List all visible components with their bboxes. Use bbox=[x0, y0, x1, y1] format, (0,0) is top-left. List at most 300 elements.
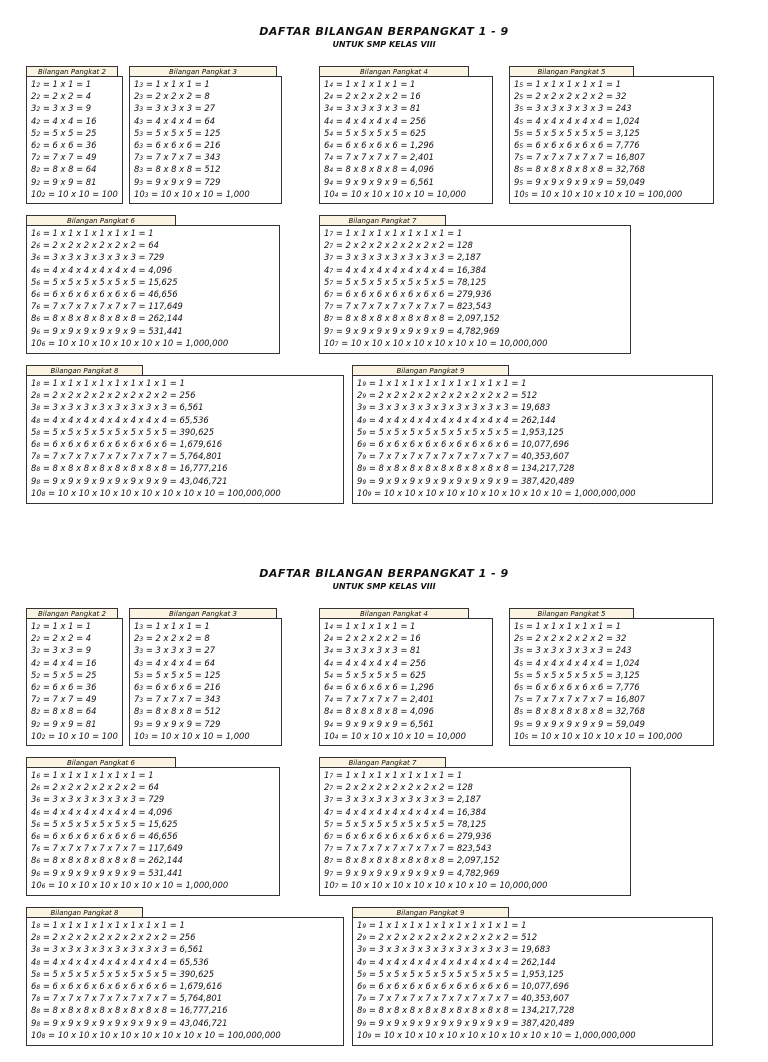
table-row bbox=[31, 176, 122, 188]
table-header-label: Bilangan Pangkat 7 bbox=[319, 757, 446, 767]
expansion-and-result: = 1 x 1 x 1 x 1 x 1 = 1 bbox=[525, 79, 621, 89]
exponent: 3 bbox=[139, 179, 144, 187]
exponent: 3 bbox=[139, 142, 144, 150]
power-notation bbox=[31, 992, 40, 1004]
exponent: 8 bbox=[36, 935, 41, 943]
base-number: 6 bbox=[31, 681, 37, 692]
table-row bbox=[31, 854, 279, 866]
table-row bbox=[514, 176, 713, 188]
base-number: 10 bbox=[324, 337, 335, 348]
exponent: 5 bbox=[519, 721, 524, 729]
exponent: 6 bbox=[36, 833, 41, 841]
exponent: 9 bbox=[362, 405, 367, 413]
table-body bbox=[319, 76, 493, 204]
power-notation bbox=[357, 968, 366, 980]
power-notation bbox=[324, 312, 333, 324]
exponent: 6 bbox=[36, 773, 41, 780]
exponent: 5 bbox=[519, 660, 524, 668]
power-notation bbox=[31, 475, 40, 487]
table-row bbox=[134, 188, 281, 200]
exponent: 5 bbox=[519, 118, 524, 126]
exponent: 6 bbox=[36, 328, 41, 336]
base-number: 1 bbox=[31, 920, 37, 930]
table-row bbox=[31, 919, 343, 931]
table-row bbox=[31, 657, 122, 669]
table-row bbox=[134, 705, 281, 717]
base-number: 2 bbox=[324, 91, 330, 102]
expansion-and-result: = 4 x 4 x 4 x 4 x 4 x 4 = 4,096 bbox=[42, 264, 173, 275]
expansion-and-result: = 10 x 10 x 10 x 10 = 10,000 bbox=[341, 730, 466, 741]
exponent: 3 bbox=[139, 624, 144, 631]
table-row bbox=[324, 288, 630, 300]
expansion-and-result: = 4 x 4 x 4 x 4 x 4 = 1,024 bbox=[525, 657, 640, 668]
expansion-and-result: = 4 x 4 x 4 x 4 x 4 x 4 x 4 x 4 x 4 = 262,144 bbox=[368, 414, 556, 425]
expansion-and-result: = 5 x 5 x 5 x 5 x 5 = 3,125 bbox=[525, 127, 640, 138]
base-number: 3 bbox=[324, 645, 330, 656]
base-number: 5 bbox=[514, 669, 520, 680]
expansion-and-result: = 3 x 3 x 3 = 27 bbox=[145, 645, 216, 656]
expansion-and-result: = 4 x 4 = 16 bbox=[42, 657, 97, 668]
table-row bbox=[324, 669, 492, 681]
exponent: 6 bbox=[36, 316, 41, 324]
expansion-and-result: = 4 x 4 x 4 x 4 x 4 x 4 x 4 x 4 = 65,536 bbox=[42, 414, 209, 425]
expansion-and-result: = 5 x 5 x 5 x 5 x 5 x 5 x 5 x 5 = 390,625 bbox=[42, 426, 215, 437]
power-notation bbox=[514, 188, 529, 200]
base-number: 6 bbox=[31, 830, 37, 841]
table-row bbox=[31, 414, 343, 426]
exponent: 7 bbox=[329, 858, 334, 866]
power-notation bbox=[514, 163, 523, 175]
exponent: 8 bbox=[36, 454, 41, 462]
base-number: 6 bbox=[357, 438, 363, 449]
table-row bbox=[357, 919, 712, 931]
table-row bbox=[324, 127, 492, 139]
base-number: 10 bbox=[31, 487, 42, 498]
power-notation bbox=[31, 830, 40, 842]
table-row bbox=[31, 227, 279, 239]
power-notation bbox=[324, 781, 333, 793]
expansion-and-result: = 7 x 7 x 7 x 7 x 7 x 7 = 117,649 bbox=[42, 301, 183, 312]
expansion-and-result: = 4 x 4 x 4 x 4 x 4 x 4 x 4 = 16,384 bbox=[335, 264, 487, 275]
exponent: 3 bbox=[139, 660, 144, 668]
table-row bbox=[324, 730, 492, 742]
exponent: 8 bbox=[36, 923, 41, 930]
base-number: 10 bbox=[357, 1029, 368, 1040]
base-number: 4 bbox=[357, 956, 363, 967]
expansion-and-result: = 6 x 6 x 6 x 6 x 6 x 6 = 46,656 bbox=[42, 288, 178, 299]
expansion-and-result: = 2 x 2 x 2 x 2 x 2 x 2 x 2 = 128 bbox=[335, 240, 473, 251]
exponent: 4 bbox=[329, 155, 334, 163]
table-row bbox=[31, 669, 122, 681]
table-row bbox=[514, 102, 713, 114]
power-notation bbox=[324, 669, 333, 681]
table-row bbox=[31, 931, 343, 943]
expansion-and-result: = 6 x 6 x 6 x 6 x 6 x 6 x 6 x 6 = 1,679,616 bbox=[42, 980, 223, 991]
power-notation bbox=[31, 462, 40, 474]
exponent: 2 bbox=[36, 624, 41, 631]
expansion-and-result: = 7 x 7 x 7 x 7 x 7 x 7 x 7 = 823,543 bbox=[335, 843, 492, 854]
expansion-and-result: = 6 x 6 x 6 x 6 x 6 x 6 x 6 x 6 x 6 = 10,077,696 bbox=[368, 438, 570, 449]
exponent: 4 bbox=[329, 697, 334, 705]
expansion-and-result: = 6 x 6 x 6 = 216 bbox=[145, 139, 221, 150]
expansion-and-result: = 7 x 7 x 7 x 7 x 7 = 16,807 bbox=[525, 152, 645, 163]
exponent: 9 bbox=[367, 1032, 372, 1040]
base-number: 4 bbox=[134, 115, 140, 126]
base-number: 1 bbox=[134, 79, 140, 89]
expansion-and-result: = 2 x 2 = 4 bbox=[42, 633, 92, 644]
exponent: 8 bbox=[36, 947, 41, 955]
exponent: 2 bbox=[36, 697, 41, 705]
power-notation bbox=[134, 644, 143, 656]
expansion-and-result: = 7 x 7 x 7 x 7 x 7 x 7 x 7 = 823,543 bbox=[335, 301, 492, 312]
expansion-and-result: = 3 x 3 x 3 x 3 x 3 x 3 x 3 x 3 = 6,561 bbox=[42, 402, 204, 413]
exponent: 5 bbox=[524, 733, 529, 741]
expansion-and-result: = 1 x 1 x 1 = 1 bbox=[145, 621, 210, 631]
exponent: 4 bbox=[329, 94, 334, 102]
table-pangkat-3 bbox=[129, 66, 282, 204]
expansion-and-result: = 2 x 2 x 2 x 2 x 2 x 2 x 2 = 128 bbox=[335, 782, 473, 793]
exponent: 8 bbox=[36, 996, 41, 1004]
table-row bbox=[31, 943, 343, 955]
exponent: 7 bbox=[329, 316, 334, 324]
exponent: 3 bbox=[139, 155, 144, 163]
table-pangkat-6 bbox=[26, 757, 280, 896]
expansion-and-result: = 3 x 3 x 3 x 3 x 3 x 3 x 3 = 2,187 bbox=[335, 252, 481, 263]
expansion-and-result: = 1 x 1 x 1 x 1 x 1 x 1 = 1 bbox=[42, 228, 154, 238]
base-number: 7 bbox=[134, 152, 140, 163]
base-number: 3 bbox=[31, 645, 37, 656]
base-number: 6 bbox=[514, 139, 520, 150]
power-notation bbox=[31, 681, 40, 693]
base-number: 1 bbox=[31, 79, 37, 89]
table-row bbox=[134, 102, 281, 114]
table-row bbox=[514, 693, 713, 705]
exponent: 8 bbox=[36, 441, 41, 449]
exponent: 4 bbox=[334, 191, 339, 199]
table-row bbox=[324, 867, 630, 879]
power-notation bbox=[324, 842, 333, 854]
power-notation bbox=[514, 90, 523, 102]
exponent: 9 bbox=[362, 996, 367, 1004]
expansion-and-result: = 3 x 3 x 3 x 3 x 3 x 3 x 3 x 3 x 3 = 19,683 bbox=[368, 944, 551, 955]
exponent: 6 bbox=[36, 267, 41, 275]
exponent: 5 bbox=[519, 142, 524, 150]
exponent: 5 bbox=[519, 709, 524, 717]
exponent: 6 bbox=[36, 809, 41, 817]
expansion-and-result: = 5 x 5 = 25 bbox=[42, 127, 97, 138]
power-notation bbox=[31, 300, 40, 312]
power-notation bbox=[134, 102, 143, 114]
exponent: 4 bbox=[329, 709, 334, 717]
base-number: 6 bbox=[31, 980, 37, 991]
base-number: 4 bbox=[31, 115, 37, 126]
table-body bbox=[129, 76, 282, 204]
base-number: 1 bbox=[324, 228, 330, 238]
expansion-and-result: = 2 x 2 x 2 x 2 x 2 = 32 bbox=[525, 633, 627, 644]
expansion-and-result: = 8 x 8 x 8 x 8 x 8 x 8 x 8 x 8 x 8 = 134,217,728 bbox=[368, 1005, 575, 1016]
base-number: 4 bbox=[357, 414, 363, 425]
base-number: 3 bbox=[357, 402, 363, 413]
exponent: 7 bbox=[329, 785, 334, 793]
table-row bbox=[134, 620, 281, 632]
expansion-and-result: = 8 x 8 = 64 bbox=[42, 706, 97, 717]
expansion-and-result: = 1 x 1 = 1 bbox=[42, 79, 92, 89]
table-row bbox=[514, 163, 713, 175]
expansion-and-result: = 5 x 5 x 5 x 5 x 5 x 5 x 5 x 5 x 5 = 1,953,125 bbox=[368, 426, 564, 437]
power-notation bbox=[514, 657, 523, 669]
table-row bbox=[31, 487, 343, 499]
expansion-and-result: = 1 x 1 x 1 x 1 x 1 x 1 x 1 x 1 x 1 = 1 bbox=[368, 920, 527, 930]
base-number: 7 bbox=[324, 694, 330, 705]
base-number: 9 bbox=[324, 867, 330, 878]
table-row bbox=[324, 264, 630, 276]
power-notation bbox=[514, 78, 523, 90]
expansion-and-result: = 8 x 8 x 8 x 8 x 8 = 32,768 bbox=[525, 164, 645, 175]
expansion-and-result: = 6 x 6 x 6 x 6 = 1,296 bbox=[335, 139, 434, 150]
base-number: 9 bbox=[357, 1017, 363, 1028]
expansion-and-result: = 2 x 2 x 2 = 8 bbox=[145, 91, 210, 102]
expansion-and-result: = 6 x 6 x 6 x 6 x 6 x 6 x 6 x 6 x 6 = 10,077,696 bbox=[368, 980, 570, 991]
base-number: 8 bbox=[324, 855, 330, 866]
exponent: 2 bbox=[36, 684, 41, 692]
power-notation bbox=[31, 931, 40, 943]
table-row bbox=[514, 188, 713, 200]
expansion-and-result: = 3 x 3 x 3 x 3 x 3 x 3 x 3 x 3 = 6,561 bbox=[42, 944, 204, 955]
table-row bbox=[357, 1029, 712, 1041]
base-number: 8 bbox=[31, 706, 37, 717]
power-notation bbox=[31, 854, 40, 866]
table-body bbox=[319, 225, 631, 354]
table-row bbox=[31, 718, 122, 730]
exponent: 2 bbox=[36, 142, 41, 150]
expansion-and-result: = 5 x 5 x 5 x 5 x 5 x 5 x 5 = 78,125 bbox=[335, 818, 487, 829]
power-notation bbox=[324, 78, 333, 90]
power-notation bbox=[357, 992, 366, 1004]
expansion-and-result: = 7 x 7 x 7 x 7 x 7 = 16,807 bbox=[525, 694, 645, 705]
base-number: 3 bbox=[514, 645, 520, 656]
expansion-and-result: = 7 x 7 x 7 x 7 x 7 x 7 x 7 x 7 = 5,764,801 bbox=[42, 451, 223, 462]
worksheet-page-copy bbox=[0, 542, 768, 1062]
table-row bbox=[134, 632, 281, 644]
table-row bbox=[514, 730, 713, 742]
table-row bbox=[324, 657, 492, 669]
expansion-and-result: = 6 x 6 = 36 bbox=[42, 139, 97, 150]
base-number: 10 bbox=[324, 879, 335, 890]
expansion-and-result: = 7 x 7 x 7 x 7 x 7 x 7 = 117,649 bbox=[42, 843, 183, 854]
table-row bbox=[514, 115, 713, 127]
exponent: 9 bbox=[362, 923, 367, 930]
base-number: 9 bbox=[514, 176, 520, 187]
table-row bbox=[324, 830, 630, 842]
power-notation bbox=[357, 1004, 366, 1016]
base-number: 10 bbox=[31, 879, 42, 890]
table-row bbox=[134, 163, 281, 175]
table-pangkat-6 bbox=[26, 215, 280, 354]
base-number: 3 bbox=[324, 252, 330, 263]
base-number: 8 bbox=[31, 1005, 37, 1016]
expansion-and-result: = 10 x 10 x 10 x 10 x 10 x 10 = 1,000,000 bbox=[48, 337, 229, 348]
power-notation bbox=[514, 115, 523, 127]
exponent: 7 bbox=[329, 328, 334, 336]
expansion-and-result: = 7 x 7 x 7 x 7 x 7 x 7 x 7 x 7 = 5,764,801 bbox=[42, 993, 223, 1004]
expansion-and-result: = 3 x 3 x 3 x 3 x 3 x 3 = 729 bbox=[42, 794, 165, 805]
base-number: 3 bbox=[31, 944, 37, 955]
power-notation bbox=[514, 669, 523, 681]
exponent: 5 bbox=[519, 179, 524, 187]
table-row bbox=[31, 188, 122, 200]
expansion-and-result: = 1 x 1 x 1 x 1 x 1 x 1 x 1 x 1 = 1 bbox=[42, 920, 185, 930]
exponent: 2 bbox=[41, 191, 46, 199]
base-number: 10 bbox=[357, 487, 368, 498]
table-pangkat-5 bbox=[509, 66, 714, 204]
expansion-and-result: = 7 x 7 x 7 x 7 = 2,401 bbox=[335, 694, 434, 705]
expansion-and-result: = 4 x 4 x 4 x 4 x 4 x 4 x 4 x 4 = 65,536 bbox=[42, 956, 209, 967]
base-number: 4 bbox=[134, 657, 140, 668]
table-row bbox=[31, 1017, 343, 1029]
power-notation bbox=[31, 781, 40, 793]
table-row bbox=[324, 644, 492, 656]
base-number: 9 bbox=[324, 176, 330, 187]
table-row bbox=[324, 854, 630, 866]
table-row bbox=[31, 730, 122, 742]
base-number: 2 bbox=[31, 782, 37, 793]
power-notation bbox=[31, 176, 40, 188]
power-notation bbox=[31, 414, 40, 426]
base-number: 7 bbox=[31, 993, 37, 1004]
expansion-and-result: = 9 x 9 x 9 x 9 x 9 x 9 x 9 x 9 = 43,046,721 bbox=[42, 1017, 228, 1028]
power-notation bbox=[324, 325, 333, 337]
table-row bbox=[31, 830, 279, 842]
table-row bbox=[324, 693, 492, 705]
table-row bbox=[324, 337, 630, 349]
power-notation bbox=[324, 632, 333, 644]
power-notation bbox=[31, 968, 40, 980]
base-number: 4 bbox=[514, 115, 520, 126]
power-notation bbox=[324, 854, 333, 866]
table-row bbox=[357, 389, 712, 401]
table-row bbox=[31, 251, 279, 263]
table-row bbox=[31, 337, 279, 349]
table-header-label: Bilangan Pangkat 8 bbox=[26, 365, 143, 375]
base-number: 4 bbox=[31, 806, 37, 817]
power-notation bbox=[31, 1004, 40, 1016]
power-notation bbox=[514, 718, 523, 730]
table-header-label: Bilangan Pangkat 2 bbox=[26, 608, 118, 618]
table-row bbox=[324, 276, 630, 288]
power-notation bbox=[324, 300, 333, 312]
exponent: 3 bbox=[139, 167, 144, 175]
exponent: 4 bbox=[329, 118, 334, 126]
table-row bbox=[31, 139, 122, 151]
table-pangkat-9 bbox=[352, 907, 713, 1046]
base-number: 2 bbox=[31, 633, 37, 644]
expansion-and-result: = 4 x 4 x 4 = 64 bbox=[145, 115, 216, 126]
expansion-and-result: = 5 x 5 x 5 x 5 = 625 bbox=[335, 669, 427, 680]
table-row bbox=[514, 705, 713, 717]
base-number: 9 bbox=[31, 1017, 37, 1028]
expansion-and-result: = 8 x 8 x 8 x 8 x 8 x 8 x 8 x 8 = 16,777,216 bbox=[42, 1005, 228, 1016]
base-number: 8 bbox=[514, 164, 520, 175]
power-notation bbox=[134, 657, 143, 669]
expansion-and-result: = 8 x 8 x 8 x 8 = 4,096 bbox=[335, 706, 434, 717]
expansion-and-result: = 10 x 10 x 10 x 10 x 10 x 10 x 10 x 10 x 10 = 1,000,000,000 bbox=[374, 1029, 636, 1040]
table-header-label: Bilangan Pangkat 4 bbox=[319, 66, 469, 76]
table-row bbox=[357, 377, 712, 389]
base-number: 8 bbox=[134, 164, 140, 175]
expansion-and-result: = 8 x 8 x 8 = 512 bbox=[145, 706, 221, 717]
base-number: 10 bbox=[31, 188, 42, 199]
exponent: 2 bbox=[36, 660, 41, 668]
power-notation bbox=[324, 127, 333, 139]
expansion-and-result: = 8 x 8 x 8 x 8 x 8 x 8 x 8 = 2,097,152 bbox=[335, 313, 500, 324]
table-body bbox=[509, 618, 714, 746]
exponent: 4 bbox=[329, 721, 334, 729]
base-number: 6 bbox=[514, 681, 520, 692]
base-number: 4 bbox=[514, 657, 520, 668]
table-row bbox=[31, 781, 279, 793]
exponent: 9 bbox=[362, 959, 367, 967]
table-row bbox=[31, 127, 122, 139]
power-notation bbox=[134, 127, 143, 139]
expansion-and-result: = 10 x 10 = 100 bbox=[48, 188, 118, 199]
table-row bbox=[324, 681, 492, 693]
base-number: 8 bbox=[357, 1005, 363, 1016]
exponent: 4 bbox=[334, 733, 339, 741]
power-notation bbox=[324, 718, 333, 730]
expansion-and-result: = 1 x 1 x 1 x 1 x 1 = 1 bbox=[525, 621, 621, 631]
page-subtitle: UNTUK SMP KELAS VIII bbox=[332, 582, 436, 591]
exponent: 2 bbox=[36, 155, 41, 163]
power-notation bbox=[514, 681, 523, 693]
power-notation bbox=[514, 176, 523, 188]
base-number: 5 bbox=[324, 127, 330, 138]
expansion-and-result: = 2 x 2 x 2 x 2 x 2 x 2 x 2 x 2 = 256 bbox=[42, 390, 196, 401]
exponent: 9 bbox=[362, 935, 367, 943]
base-number: 5 bbox=[31, 127, 37, 138]
base-number: 1 bbox=[324, 770, 330, 780]
power-notation bbox=[31, 980, 40, 992]
expansion-and-result: = 10 x 10 x 10 x 10 x 10 x 10 x 10 x 10 = 100,000,000 bbox=[48, 1029, 281, 1040]
expansion-and-result: = 7 x 7 x 7 x 7 x 7 x 7 x 7 x 7 x 7 = 40,353,607 bbox=[368, 451, 570, 462]
table-row bbox=[31, 475, 343, 487]
expansion-and-result: = 2 x 2 x 2 x 2 x 2 x 2 x 2 x 2 x 2 = 512 bbox=[368, 390, 538, 401]
table-header-label: Bilangan Pangkat 7 bbox=[319, 215, 446, 225]
expansion-and-result: = 1 x 1 x 1 x 1 = 1 bbox=[335, 79, 416, 89]
power-notation bbox=[134, 188, 149, 200]
expansion-and-result: = 5 x 5 x 5 x 5 x 5 x 5 x 5 = 78,125 bbox=[335, 276, 487, 287]
exponent: 7 bbox=[329, 846, 334, 854]
table-row bbox=[514, 151, 713, 163]
exponent: 9 bbox=[362, 417, 367, 425]
table-row bbox=[357, 487, 712, 499]
exponent: 8 bbox=[36, 983, 41, 991]
table-row bbox=[324, 818, 630, 830]
power-notation bbox=[134, 669, 143, 681]
exponent: 5 bbox=[524, 191, 529, 199]
power-notation bbox=[324, 769, 333, 781]
expansion-and-result: = 8 x 8 x 8 x 8 x 8 x 8 x 8 x 8 = 16,777,216 bbox=[42, 463, 228, 474]
table-row bbox=[357, 450, 712, 462]
power-notation bbox=[31, 693, 40, 705]
expansion-and-result: = 1 x 1 x 1 x 1 x 1 x 1 = 1 bbox=[42, 770, 154, 780]
base-number: 7 bbox=[134, 694, 140, 705]
table-row bbox=[134, 151, 281, 163]
power-notation bbox=[324, 276, 333, 288]
table-row bbox=[134, 669, 281, 681]
exponent: 9 bbox=[362, 947, 367, 955]
expansion-and-result: = 5 x 5 x 5 x 5 x 5 x 5 = 15,625 bbox=[42, 276, 178, 287]
base-number: 8 bbox=[31, 164, 37, 175]
